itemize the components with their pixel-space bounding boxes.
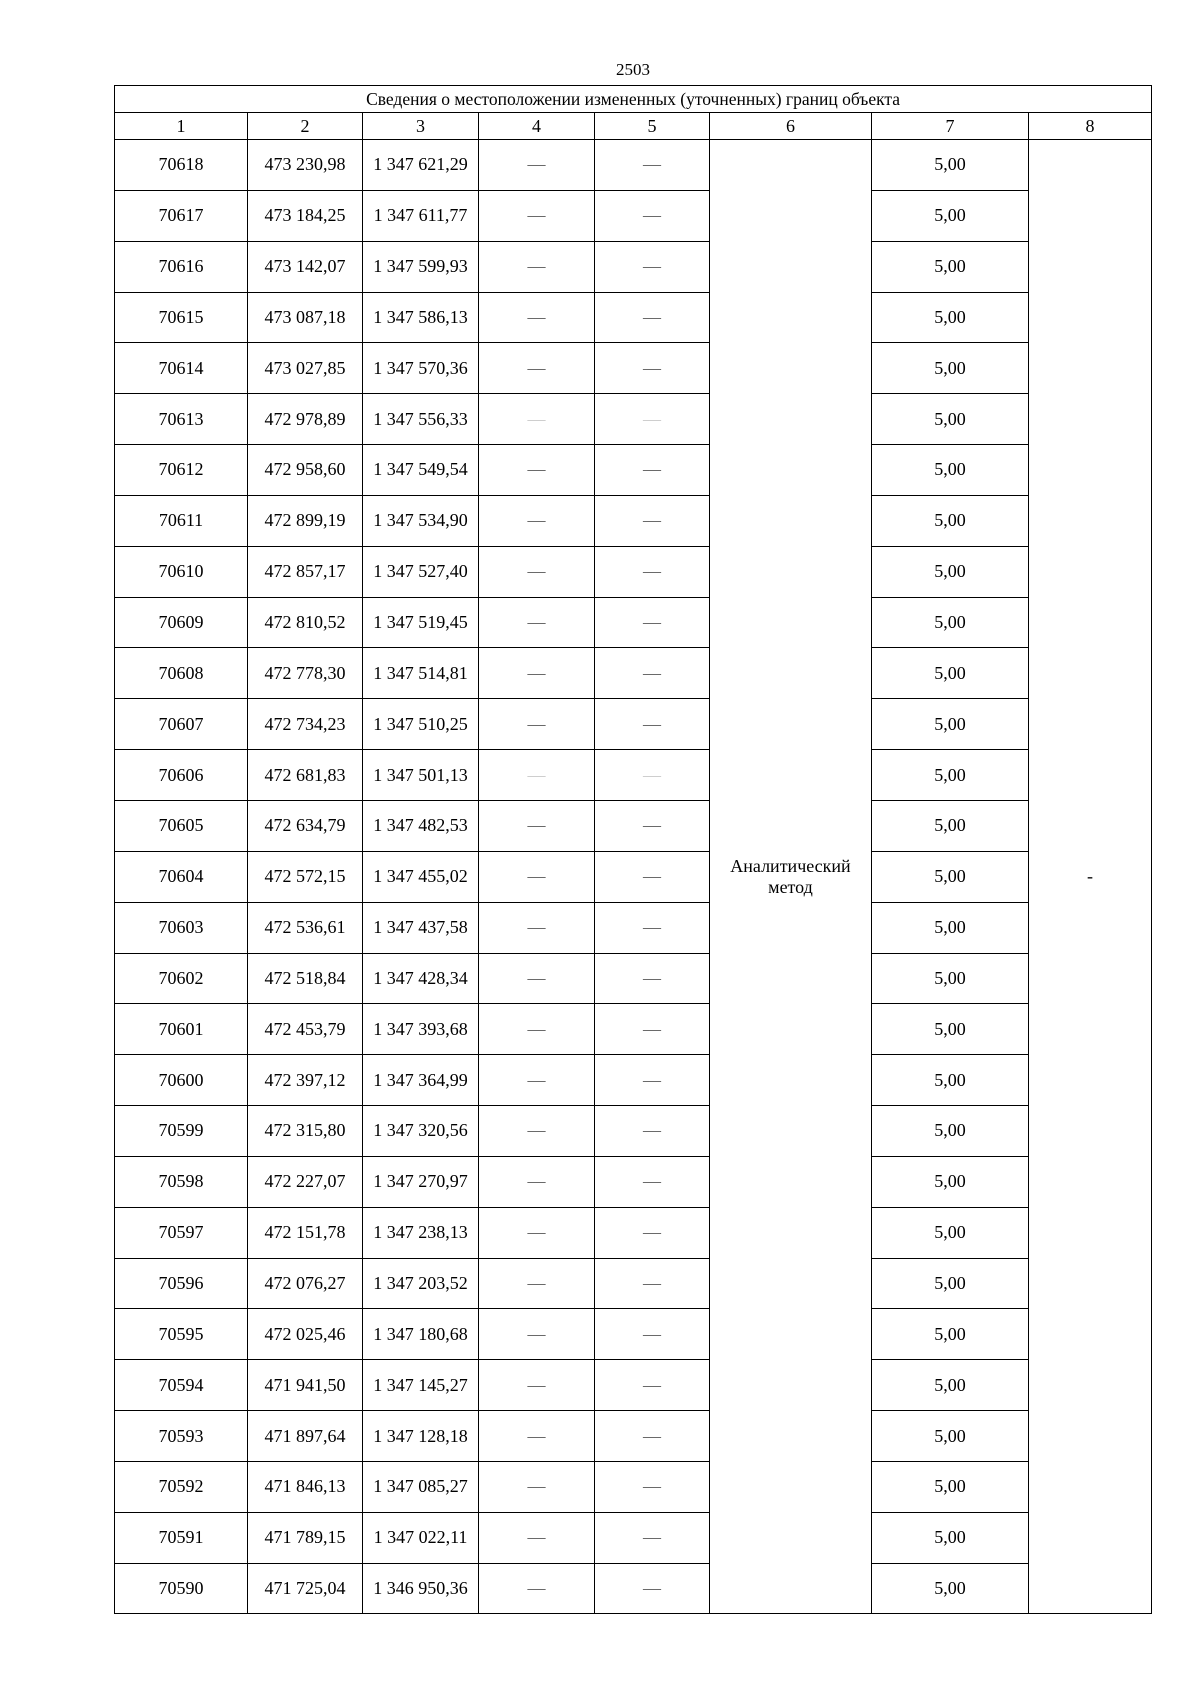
y-coordinate-cell: 1 347 128,18: [363, 1411, 479, 1462]
x-coordinate-cell: 473 087,18: [248, 292, 363, 343]
column-5-cell: [595, 800, 710, 851]
y-coordinate-cell: 1 347 320,56: [363, 1106, 479, 1157]
column-4-cell-dash: —: [527, 154, 546, 175]
table-row: [115, 190, 1152, 241]
point-number-cell: 70595: [115, 1309, 248, 1360]
x-coordinate-cell: 472 734,23: [248, 699, 363, 750]
table-row: [115, 648, 1152, 699]
column-5-cell: [595, 1055, 710, 1106]
column-header-2: 2: [248, 113, 363, 140]
table-row: [115, 750, 1152, 801]
column-4-cell-dash: —: [527, 1323, 546, 1344]
column-4-cell-dash: —: [527, 459, 546, 480]
column-4-cell-dash: —: [527, 1476, 546, 1497]
column-7-cell: 5,00: [872, 902, 1029, 953]
column-5-cell: [595, 953, 710, 1004]
y-coordinate-cell: 1 347 085,27: [363, 1461, 479, 1512]
column-4-cell: [479, 1461, 595, 1512]
x-coordinate-cell: 471 846,13: [248, 1461, 363, 1512]
point-number-cell: 70597: [115, 1207, 248, 1258]
column-4-cell-dash: —: [527, 1527, 546, 1548]
column-7-cell: 5,00: [872, 1106, 1029, 1157]
x-coordinate-cell: 471 941,50: [248, 1360, 363, 1411]
column-7-cell: 5,00: [872, 343, 1029, 394]
table-row: [115, 1411, 1152, 1462]
column-5-cell-dash: —: [643, 713, 661, 734]
point-number-cell: 70601: [115, 1004, 248, 1055]
point-number-cell: 70613: [115, 394, 248, 445]
column-5-cell-dash: —: [643, 408, 661, 429]
column-5-cell-dash: —: [643, 1222, 661, 1243]
column-7-cell: 5,00: [872, 1156, 1029, 1207]
method-line-1: Аналитический: [730, 856, 851, 877]
y-coordinate-cell: 1 347 501,13: [363, 750, 479, 801]
column-4-cell: [479, 1055, 595, 1106]
column-7-cell: 5,00: [872, 1563, 1029, 1614]
column-5-cell-dash: —: [643, 1018, 661, 1039]
column-7-cell: 5,00: [872, 1258, 1029, 1309]
table-row: [115, 546, 1152, 597]
column-4-cell: [479, 292, 595, 343]
x-coordinate-cell: 473 027,85: [248, 343, 363, 394]
column-4-cell: [479, 445, 595, 496]
column-4-cell-dash: —: [527, 713, 546, 734]
column-5-cell: [595, 1207, 710, 1258]
column-5-cell: [595, 292, 710, 343]
point-number-cell: 70615: [115, 292, 248, 343]
column-5-cell-dash: —: [643, 510, 661, 531]
table-row: [115, 394, 1152, 445]
column-4-cell-dash: —: [527, 1425, 546, 1446]
column-7-cell: 5,00: [872, 546, 1029, 597]
y-coordinate-cell: 1 347 180,68: [363, 1309, 479, 1360]
table-row: [115, 1106, 1152, 1157]
column-7-cell: 5,00: [872, 699, 1029, 750]
column-7-cell: 5,00: [872, 190, 1029, 241]
y-coordinate-cell: 1 347 534,90: [363, 495, 479, 546]
method-line-2: метод: [768, 876, 813, 897]
y-coordinate-cell: 1 347 022,11: [363, 1512, 479, 1563]
column-5-cell: [595, 597, 710, 648]
column-4-cell-dash: —: [527, 917, 546, 938]
column-5-cell-dash: —: [643, 459, 661, 480]
y-coordinate-cell: 1 347 270,97: [363, 1156, 479, 1207]
column-7-cell: 5,00: [872, 241, 1029, 292]
table-row: [115, 851, 1152, 902]
column-5-cell-dash: —: [643, 306, 661, 327]
column-7-cell: 5,00: [872, 1309, 1029, 1360]
point-number-cell: 70610: [115, 546, 248, 597]
point-number-cell: 70608: [115, 648, 248, 699]
column-5-cell-dash: —: [643, 357, 661, 378]
column-5-cell: [595, 1106, 710, 1157]
column-7-cell: 5,00: [872, 1461, 1029, 1512]
table-row: [115, 1207, 1152, 1258]
column-header-row: [115, 113, 1152, 140]
x-coordinate-cell: 472 634,79: [248, 800, 363, 851]
table-row: [115, 1563, 1152, 1614]
column-5-cell: [595, 190, 710, 241]
y-coordinate-cell: 1 347 145,27: [363, 1360, 479, 1411]
x-coordinate-cell: 473 230,98: [248, 140, 363, 191]
column-7-cell: 5,00: [872, 851, 1029, 902]
point-number-cell: 70591: [115, 1512, 248, 1563]
point-number-cell: 70606: [115, 750, 248, 801]
table-row: [115, 699, 1152, 750]
method-cell: [710, 140, 872, 1614]
column-4-cell: [479, 1207, 595, 1258]
column-4-cell-dash: —: [527, 357, 546, 378]
column-5-cell: [595, 1512, 710, 1563]
column-5-cell-dash: —: [643, 1272, 661, 1293]
column-4-cell: [479, 953, 595, 1004]
column-5-cell-dash: —: [643, 1069, 661, 1090]
point-number-cell: 70603: [115, 902, 248, 953]
column-4-cell-dash: —: [527, 967, 546, 988]
y-coordinate-cell: 1 347 428,34: [363, 953, 479, 1004]
column-header-7: 7: [872, 113, 1029, 140]
column-5-cell-dash: —: [643, 1476, 661, 1497]
point-number-cell: 70611: [115, 495, 248, 546]
table-row: [115, 292, 1152, 343]
column-5-cell: [595, 750, 710, 801]
table-row: [115, 1055, 1152, 1106]
column-5-cell: [595, 1461, 710, 1512]
point-number-cell: 70593: [115, 1411, 248, 1462]
column-4-cell: [479, 699, 595, 750]
table-row: [115, 1512, 1152, 1563]
column-4-cell: [479, 495, 595, 546]
column-5-cell-dash: —: [643, 1323, 661, 1344]
point-number-cell: 70602: [115, 953, 248, 1004]
table-row: [115, 597, 1152, 648]
column-5-cell-dash: —: [643, 1171, 661, 1192]
x-coordinate-cell: 472 315,80: [248, 1106, 363, 1157]
column-4-cell-dash: —: [527, 1069, 546, 1090]
column-4-cell: [479, 1563, 595, 1614]
column-5-cell: [595, 851, 710, 902]
column-5-cell: [595, 902, 710, 953]
y-coordinate-cell: 1 347 393,68: [363, 1004, 479, 1055]
x-coordinate-cell: 472 857,17: [248, 546, 363, 597]
column-4-cell: [479, 1156, 595, 1207]
point-number-cell: 70614: [115, 343, 248, 394]
column-4-cell-dash: —: [527, 256, 546, 277]
x-coordinate-cell: 471 789,15: [248, 1512, 363, 1563]
column-4-cell: [479, 902, 595, 953]
page-number: 2503: [616, 60, 650, 79]
column-4-cell-dash: —: [527, 866, 546, 887]
x-coordinate-cell: 473 142,07: [248, 241, 363, 292]
column-5-cell: [595, 1563, 710, 1614]
column-7-cell: 5,00: [872, 495, 1029, 546]
point-number-cell: 70592: [115, 1461, 248, 1512]
x-coordinate-cell: 472 810,52: [248, 597, 363, 648]
column-5-cell: [595, 495, 710, 546]
table-row: [115, 241, 1152, 292]
column-4-cell: [479, 1411, 595, 1462]
column-8-cell: -: [1029, 140, 1152, 1614]
column-5-cell: [595, 1156, 710, 1207]
x-coordinate-cell: 471 725,04: [248, 1563, 363, 1614]
y-coordinate-cell: 1 347 437,58: [363, 902, 479, 953]
column-4-cell: [479, 750, 595, 801]
column-4-cell: [479, 241, 595, 292]
x-coordinate-cell: 472 978,89: [248, 394, 363, 445]
x-coordinate-cell: 472 397,12: [248, 1055, 363, 1106]
column-5-cell-dash: —: [643, 917, 661, 938]
column-4-cell: [479, 394, 595, 445]
column-5-cell-dash: —: [643, 256, 661, 277]
y-coordinate-cell: 1 346 950,36: [363, 1563, 479, 1614]
column-7-cell: 5,00: [872, 1207, 1029, 1258]
table-row: [115, 1360, 1152, 1411]
column-4-cell-dash: —: [527, 1222, 546, 1243]
point-number-cell: 70607: [115, 699, 248, 750]
column-7-cell: 5,00: [872, 1055, 1029, 1106]
column-7-cell: 5,00: [872, 394, 1029, 445]
column-4-cell-dash: —: [527, 205, 546, 226]
column-4-cell: [479, 1106, 595, 1157]
column-5-cell-dash: —: [643, 815, 661, 836]
column-5-cell: [595, 699, 710, 750]
x-coordinate-cell: 472 572,15: [248, 851, 363, 902]
column-4-cell-dash: —: [527, 1171, 546, 1192]
y-coordinate-cell: 1 347 203,52: [363, 1258, 479, 1309]
column-5-cell: [595, 343, 710, 394]
boundary-coordinates-table: [114, 85, 1152, 1614]
column-4-cell: [479, 343, 595, 394]
point-number-cell: 70598: [115, 1156, 248, 1207]
column-5-cell: [595, 1258, 710, 1309]
point-number-cell: 70596: [115, 1258, 248, 1309]
column-4-cell-dash: —: [527, 306, 546, 327]
column-7-cell: 5,00: [872, 800, 1029, 851]
column-5-cell-dash: —: [643, 1425, 661, 1446]
column-5-cell-dash: —: [643, 205, 661, 226]
y-coordinate-cell: 1 347 599,93: [363, 241, 479, 292]
y-coordinate-cell: 1 347 238,13: [363, 1207, 479, 1258]
x-coordinate-cell: 472 025,46: [248, 1309, 363, 1360]
column-4-cell: [479, 546, 595, 597]
x-coordinate-cell: 472 227,07: [248, 1156, 363, 1207]
column-5-cell-dash: —: [643, 1527, 661, 1548]
table-row: [115, 445, 1152, 496]
table-row: [115, 140, 1152, 191]
column-header-3: 3: [363, 113, 479, 140]
x-coordinate-cell: 472 899,19: [248, 495, 363, 546]
column-4-cell: [479, 1512, 595, 1563]
column-4-cell-dash: —: [527, 408, 546, 429]
point-number-cell: 70612: [115, 445, 248, 496]
column-4-cell: [479, 1258, 595, 1309]
table-row: [115, 1309, 1152, 1360]
column-header-5: 5: [595, 113, 710, 140]
column-4-cell: [479, 1360, 595, 1411]
table-title: Сведения о местоположении измененных (уточненных) границ объекта: [115, 86, 1152, 113]
table-row: [115, 902, 1152, 953]
point-number-cell: 70617: [115, 190, 248, 241]
x-coordinate-cell: 472 076,27: [248, 1258, 363, 1309]
y-coordinate-cell: 1 347 611,77: [363, 190, 479, 241]
column-4-cell-dash: —: [527, 1272, 546, 1293]
column-4-cell-dash: —: [527, 1374, 546, 1395]
table-row: [115, 1461, 1152, 1512]
table-row: [115, 1004, 1152, 1055]
column-4-cell-dash: —: [527, 1578, 546, 1599]
column-5-cell: [595, 445, 710, 496]
point-number-cell: 70599: [115, 1106, 248, 1157]
y-coordinate-cell: 1 347 482,53: [363, 800, 479, 851]
column-7-cell: 5,00: [872, 292, 1029, 343]
column-7-cell: 5,00: [872, 1004, 1029, 1055]
y-coordinate-cell: 1 347 527,40: [363, 546, 479, 597]
y-coordinate-cell: 1 347 549,54: [363, 445, 479, 496]
column-4-cell-dash: —: [527, 1120, 546, 1141]
point-number-cell: 70590: [115, 1563, 248, 1614]
column-4-cell-dash: —: [527, 612, 546, 633]
column-5-cell: [595, 1004, 710, 1055]
column-5-cell-dash: —: [643, 1578, 661, 1599]
y-coordinate-cell: 1 347 586,13: [363, 292, 479, 343]
y-coordinate-cell: 1 347 364,99: [363, 1055, 479, 1106]
column-4-cell-dash: —: [527, 1018, 546, 1039]
point-number-cell: 70594: [115, 1360, 248, 1411]
column-header-4: 4: [479, 113, 595, 140]
column-header-1: 1: [115, 113, 248, 140]
column-7-cell: 5,00: [872, 597, 1029, 648]
x-coordinate-cell: 472 453,79: [248, 1004, 363, 1055]
point-number-cell: 70609: [115, 597, 248, 648]
x-coordinate-cell: 473 184,25: [248, 190, 363, 241]
point-number-cell: 70605: [115, 800, 248, 851]
column-7-cell: 5,00: [872, 1360, 1029, 1411]
column-4-cell-dash: —: [527, 815, 546, 836]
column-7-cell: 5,00: [872, 445, 1029, 496]
y-coordinate-cell: 1 347 570,36: [363, 343, 479, 394]
column-4-cell: [479, 648, 595, 699]
column-5-cell-dash: —: [643, 154, 661, 175]
column-5-cell-dash: —: [643, 612, 661, 633]
column-7-cell: 5,00: [872, 648, 1029, 699]
column-7-cell: 5,00: [872, 140, 1029, 191]
column-4-cell-dash: —: [527, 662, 546, 683]
table-row: [115, 1156, 1152, 1207]
column-5-cell: [595, 1309, 710, 1360]
table-row: [115, 495, 1152, 546]
x-coordinate-cell: 472 536,61: [248, 902, 363, 953]
x-coordinate-cell: 472 151,78: [248, 1207, 363, 1258]
column-7-cell: 5,00: [872, 750, 1029, 801]
column-5-cell-dash: —: [643, 662, 661, 683]
column-4-cell-dash: —: [527, 510, 546, 531]
column-5-cell-dash: —: [643, 866, 661, 887]
x-coordinate-cell: 472 958,60: [248, 445, 363, 496]
point-number-cell: 70600: [115, 1055, 248, 1106]
column-5-cell-dash: —: [643, 764, 661, 785]
y-coordinate-cell: 1 347 621,29: [363, 140, 479, 191]
x-coordinate-cell: 472 518,84: [248, 953, 363, 1004]
column-5-cell-dash: —: [643, 561, 661, 582]
column-4-cell: [479, 140, 595, 191]
column-7-cell: 5,00: [872, 953, 1029, 1004]
point-number-cell: 70616: [115, 241, 248, 292]
y-coordinate-cell: 1 347 455,02: [363, 851, 479, 902]
column-header-8: 8: [1029, 113, 1152, 140]
y-coordinate-cell: 1 347 510,25: [363, 699, 479, 750]
column-header-6: 6: [710, 113, 872, 140]
column-4-cell: [479, 190, 595, 241]
column-5-cell-dash: —: [643, 1374, 661, 1395]
point-number-cell: 70604: [115, 851, 248, 902]
column-5-cell: [595, 241, 710, 292]
x-coordinate-cell: 471 897,64: [248, 1411, 363, 1462]
column-4-cell: [479, 597, 595, 648]
column-4-cell: [479, 1004, 595, 1055]
y-coordinate-cell: 1 347 519,45: [363, 597, 479, 648]
table-row: [115, 343, 1152, 394]
table-row: [115, 953, 1152, 1004]
y-coordinate-cell: 1 347 556,33: [363, 394, 479, 445]
column-7-cell: 5,00: [872, 1512, 1029, 1563]
column-5-cell-dash: —: [643, 1120, 661, 1141]
column-5-cell: [595, 1411, 710, 1462]
column-5-cell: [595, 394, 710, 445]
table-row: [115, 1258, 1152, 1309]
table-row: [115, 800, 1152, 851]
x-coordinate-cell: 472 778,30: [248, 648, 363, 699]
column-4-cell-dash: —: [527, 764, 546, 785]
column-5-cell: [595, 140, 710, 191]
column-4-cell: [479, 851, 595, 902]
point-number-cell: 70618: [115, 140, 248, 191]
column-5-cell: [595, 648, 710, 699]
x-coordinate-cell: 472 681,83: [248, 750, 363, 801]
column-4-cell: [479, 1309, 595, 1360]
column-4-cell-dash: —: [527, 561, 546, 582]
column-5-cell: [595, 1360, 710, 1411]
y-coordinate-cell: 1 347 514,81: [363, 648, 479, 699]
column-5-cell: [595, 546, 710, 597]
column-5-cell-dash: —: [643, 967, 661, 988]
column-4-cell: [479, 800, 595, 851]
column-7-cell: 5,00: [872, 1411, 1029, 1462]
